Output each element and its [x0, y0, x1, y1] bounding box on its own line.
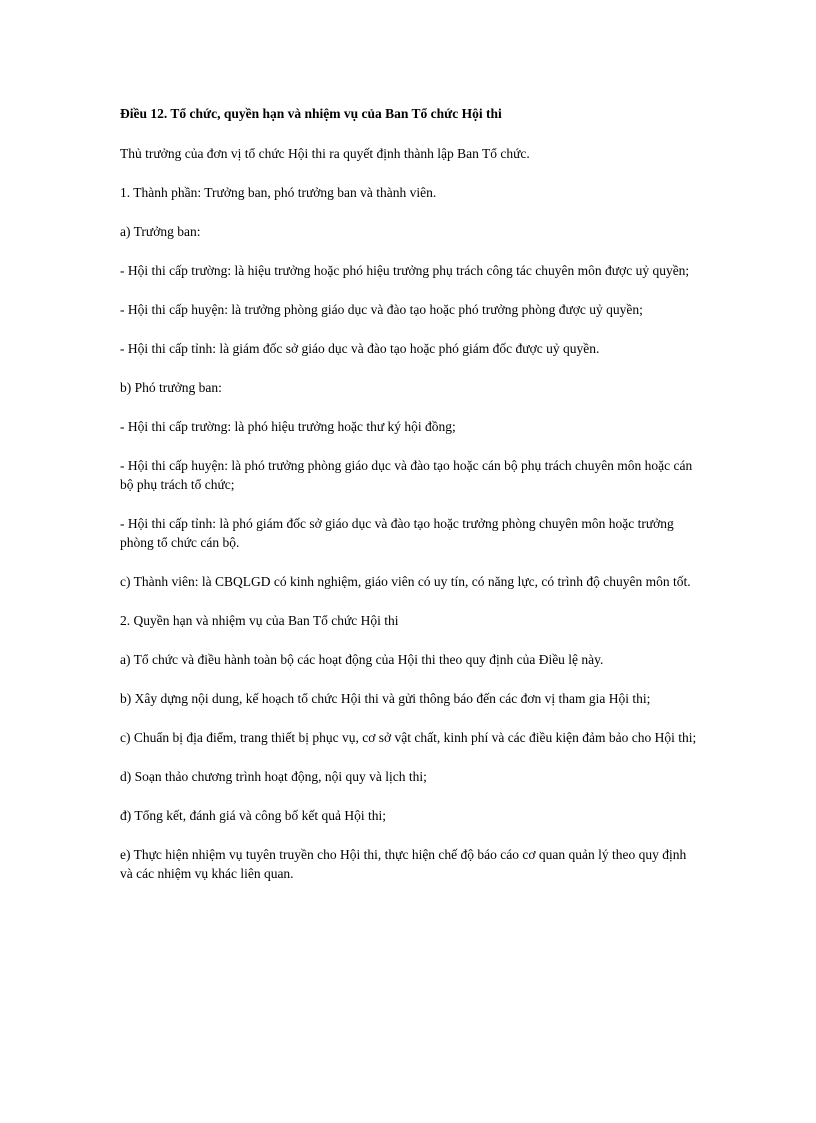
- paragraph-composition: 1. Thành phần: Trưởng ban, phó trưởng ban và thành viên.: [120, 185, 437, 200]
- paragraph-deputy-district: - Hội thi cấp huyện: là phó trưởng phòng giáo dục và đào tạo hoặc cán bộ phụ trách chuyên môn hoặc cán bộ phụ trách tổ chức;: [120, 458, 693, 492]
- paragraph-head-heading: a) Trưởng ban:: [120, 224, 201, 239]
- document-body: [120, 104, 698, 903]
- paragraph-duty-b: b) Xây dựng nội dung, kế hoạch tổ chức Hội thi và gửi thông báo đến các đơn vị tham gia Hội thi;: [120, 691, 651, 706]
- paragraph-deputy-province: - Hội thi cấp tỉnh: là phó giám đốc sở giáo dục và đào tạo hoặc trưởng phòng chuyên môn hoặc trưởng phòng tổ chức cán bộ.: [120, 516, 674, 550]
- paragraph-members: c) Thành viên: là CBQLGD có kinh nghiệm, giáo viên có uy tín, có năng lực, có trình độ chuyên môn tốt.: [120, 574, 691, 589]
- paragraph-deputy-school: - Hội thi cấp trường: là phó hiệu trưởng hoặc thư ký hội đồng;: [120, 419, 456, 434]
- paragraph-head-school: - Hội thi cấp trường: là hiệu trưởng hoặc phó hiệu trưởng phụ trách công tác chuyên môn được uỷ quyền;: [120, 263, 690, 278]
- paragraph-duty-a: a) Tổ chức và điều hành toàn bộ các hoạt động của Hội thi theo quy định của Điều lệ này.: [120, 652, 604, 667]
- paragraph-authority-heading: 2. Quyền hạn và nhiệm vụ của Ban Tổ chức Hội thi: [120, 613, 399, 628]
- paragraph-deputy-heading: b) Phó trưởng ban:: [120, 380, 222, 395]
- article-title: Điều 12. Tổ chức, quyền hạn và nhiệm vụ của Ban Tổ chức Hội thi: [120, 106, 502, 121]
- paragraph-head-province: - Hội thi cấp tỉnh: là giám đốc sở giáo dục và đào tạo hoặc phó giám đốc được uỷ quyền.: [120, 341, 600, 356]
- paragraph-duty-dd: đ) Tổng kết, đánh giá và công bố kết quả Hội thi;: [120, 808, 386, 823]
- paragraph-head-district: - Hội thi cấp huyện: là trưởng phòng giáo dục và đào tạo hoặc phó trưởng phòng được uỷ quyền;: [120, 302, 643, 317]
- paragraph-duty-d: d) Soạn thảo chương trình hoạt động, nội quy và lịch thi;: [120, 769, 427, 784]
- paragraph-duty-e: e) Thực hiện nhiệm vụ tuyên truyền cho Hội thi, thực hiện chế độ báo cáo cơ quan quản lý theo quy định và các nhiệm vụ khác liên quan.: [120, 847, 687, 881]
- paragraph-duty-c: c) Chuẩn bị địa điểm, trang thiết bị phục vụ, cơ sở vật chất, kinh phí và các điều kiện đảm bảo cho Hội thi;: [120, 730, 697, 745]
- paragraph-intro: Thủ trưởng của đơn vị tổ chức Hội thi ra quyết định thành lập Ban Tổ chức.: [120, 146, 530, 161]
